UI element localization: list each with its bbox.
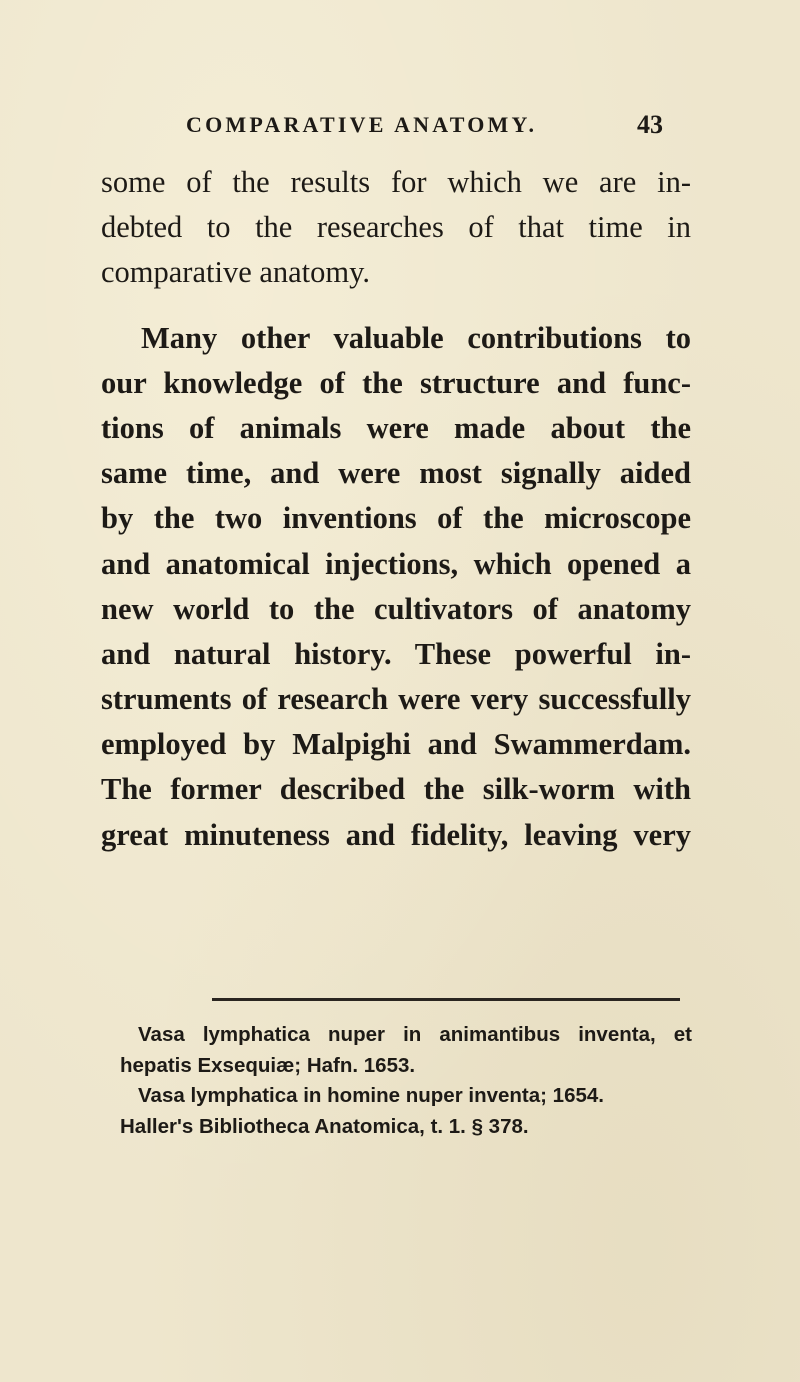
- text-line: struments of research were very successfully: [101, 682, 691, 717]
- paragraph-1: [101, 160, 691, 296]
- page-number: 43: [637, 110, 663, 139]
- text-line: new world to the cultivators of anatomy: [101, 591, 691, 626]
- running-head: COMPARATIVE ANATOMY.: [186, 112, 538, 137]
- text-line: same time, and were most signally aided: [101, 456, 691, 491]
- footnote-divider: [212, 998, 680, 1001]
- text-line: The former described the silk-worm with: [101, 772, 691, 807]
- footnote-line: Vasa lymphatica in homine nuper inventa; 1654.: [138, 1084, 604, 1107]
- text-line: debted to the researches of that time in: [101, 210, 691, 245]
- footnote-line: Vasa lymphatica nuper in animantibus inventa, et: [138, 1023, 692, 1046]
- text-line: and anatomical injections, which opened a: [101, 546, 691, 581]
- text-line: some of the results for which we are in-: [101, 165, 691, 199]
- page-header: [0, 112, 800, 142]
- text-line: comparative anatomy.: [101, 255, 371, 290]
- text-line: employed by Malpighi and Swammerdam.: [101, 727, 691, 762]
- text-line: and natural history. These powerful in-: [101, 636, 691, 671]
- text-line: Many other valuable contributions to: [141, 320, 691, 355]
- footnote-line: Haller's Bibliotheca Anatomica, t. 1. § 378.: [120, 1114, 529, 1138]
- text-line: tions of animals were made about the: [101, 410, 691, 445]
- paragraph-gap: [101, 296, 691, 316]
- footnotes: [120, 1020, 692, 1142]
- paragraph-2: [101, 316, 691, 858]
- text-line: great minuteness and fidelity, leaving very: [101, 817, 691, 852]
- footnote-line: hepatis Exsequiæ; Hafn. 1653.: [120, 1053, 416, 1077]
- text-line: our knowledge of the structure and func-: [101, 365, 691, 400]
- text-line: by the two inventions of the microscope: [101, 501, 691, 536]
- body-text: [101, 160, 691, 858]
